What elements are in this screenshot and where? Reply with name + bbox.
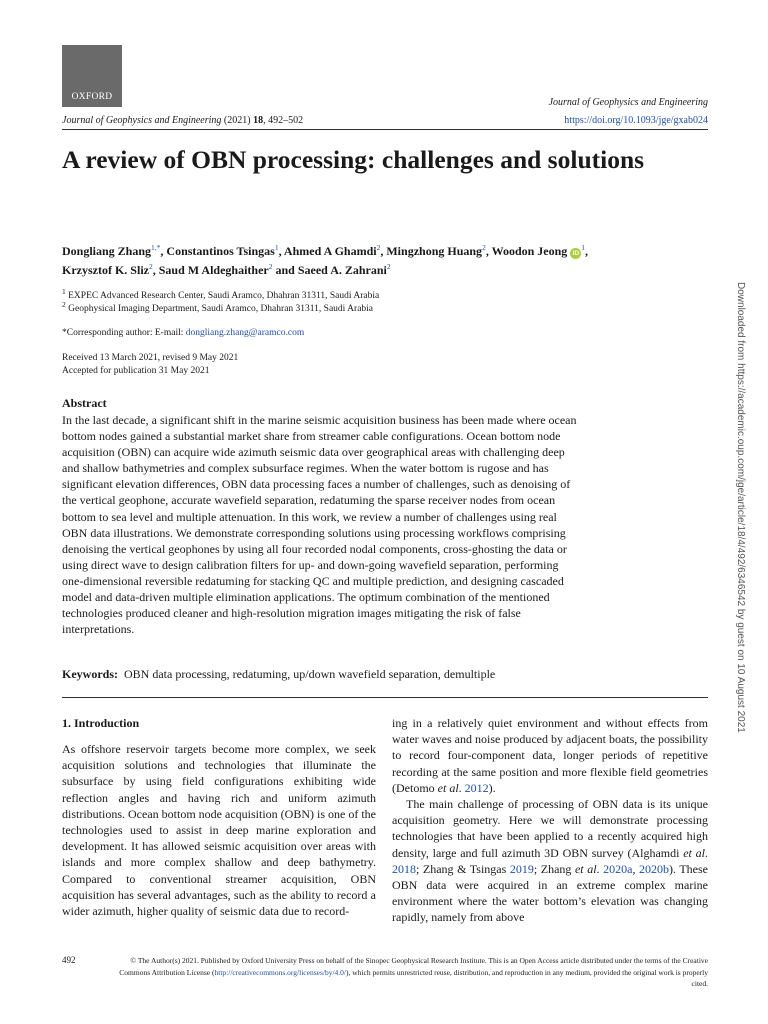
- text-run: © The Author(s) 2021. Published by Oxford University Press on behalf of the Sinopec Geophysical Research Institute. This is an Open Access article distributed under the terms of the Creative Commons Attribution License (: [119, 956, 708, 977]
- citation-link[interactable]: 2020b: [639, 861, 669, 876]
- affiliation-number: 2: [62, 299, 66, 309]
- author-name: Krzysztof K. Sliz: [62, 263, 149, 277]
- text-run: ; Zhang & Tsingas: [416, 861, 510, 876]
- oxford-logo: [62, 45, 122, 107]
- author-name: Saud M Aldeghaither: [158, 263, 269, 277]
- text-run: ), which permits unrestricted reuse, distribution, and reproduction in any medium, provided the original work is properly cited.: [346, 967, 708, 988]
- body-column-right: [392, 715, 708, 926]
- journal-name: Journal of Geophysics and Engineering: [62, 115, 222, 126]
- journal-name-right: Journal of Geophysics and Engineering: [548, 97, 708, 108]
- affiliation-number: 1: [62, 286, 66, 296]
- accepted-date: Accepted for publication 31 May 2021: [62, 366, 210, 376]
- orcid-icon[interactable]: iD: [570, 248, 581, 259]
- abstract-heading: Abstract: [62, 396, 107, 410]
- paragraph: [392, 796, 708, 926]
- text-run: et al: [437, 780, 459, 795]
- paragraph: [392, 715, 708, 796]
- author-name: Dongliang Zhang: [62, 244, 152, 258]
- text-run: .: [596, 861, 604, 876]
- affiliations: [62, 286, 380, 316]
- logo-text: OXFORD: [71, 92, 113, 102]
- received-date: Received 13 March 2021, revised 9 May 2021: [62, 353, 239, 363]
- text-run: ing in a relatively quiet environment and without effects from water waves and noise produced by adjacent boats, the possibility to record four-component data, longer periods of repetitive recording at the same position and more flexible field geometries (Detomo: [392, 716, 708, 795]
- author-affiliation-ref[interactable]: 1: [274, 243, 279, 252]
- affiliation-text: Geophysical Imaging Department, Saudi Aramco, Dhahran 31311, Saudi Arabia: [65, 304, 374, 314]
- author-name: Saeed A. Zahrani: [297, 263, 387, 277]
- journal-citation: [62, 115, 303, 126]
- affiliation-item: [62, 299, 379, 316]
- citation-link[interactable]: 2012: [464, 780, 489, 795]
- keywords-text: OBN data processing, redatuming, up/down wavefield separation, demultiple: [124, 667, 496, 681]
- corresponding-author: [62, 328, 304, 338]
- corresponding-email-link[interactable]: dongliang.zhang@aramco.com: [185, 328, 305, 338]
- text-run: et al: [683, 845, 706, 860]
- author-affiliation-ref[interactable]: 2: [482, 243, 486, 252]
- section-heading-introduction: 1. Introduction: [62, 716, 140, 730]
- text-run: ). These OBN data were acquired in an extreme complex marine environment where the water bottom’s elevation was changing rapidly, namely from above: [392, 861, 708, 925]
- header-divider: [62, 129, 708, 130]
- journal-pages: , 492–502: [263, 115, 304, 126]
- citation-link[interactable]: 2018: [392, 861, 416, 876]
- text-run: et al: [574, 861, 597, 876]
- citation-link[interactable]: 2020a: [603, 861, 633, 876]
- doi-link[interactable]: https://doi.org/10.1093/jge/gxab024: [564, 115, 708, 126]
- license-notice: [105, 955, 708, 990]
- text-run: .: [705, 845, 709, 860]
- keywords: [62, 667, 495, 682]
- text-run: The main challenge of processing of OBN data is its unique acquisition geometry. Here we will demonstrate processing technologies that have been applied to a recently acquired high density, large and full azimuth 3D OBN survey (Alghamdi: [392, 797, 708, 860]
- author-affiliation-ref[interactable]: 2: [386, 262, 391, 271]
- corresponding-label: *Corresponding author: E-mail:: [62, 328, 186, 338]
- author-name: Ahmed A Ghamdi: [283, 244, 377, 258]
- text-run: ).: [488, 780, 496, 795]
- author-affiliation-ref[interactable]: 1: [581, 243, 586, 252]
- author-name: Constantinos Tsingas: [166, 244, 275, 258]
- author-affiliation-ref[interactable]: 1,*: [151, 243, 161, 252]
- body-divider: [62, 697, 708, 698]
- citation-link[interactable]: 2019: [509, 861, 534, 876]
- affiliation-item: [62, 286, 380, 303]
- author-affiliation-ref[interactable]: 2: [268, 262, 273, 271]
- paragraph: As offshore reservoir targets become more complex, we seek acquisition solutions and technologies that illuminate the subsurface by using field configurations exhibiting wide reflection angles and having rich and uniform azimuth distributions. Ocean bottom node acquisition (OBN) is one of the technologies used to assist in deep marine exploration and development. It has allowed seismic acquisition over areas with islands and more complex shallow and deep bathymetry. Compared to conventional streamer acquisition, OBN acquisition has several advantages, such as the ability to record a wider azimuth, higher quality of seismic data due to record-: [62, 742, 376, 919]
- download-watermark: Downloaded from https://academic.oup.com/jge/article/18/4/492/6346542 by guest on 10 August 2021: [735, 282, 746, 733]
- author-name: Woodon Jeong: [491, 244, 568, 258]
- article-title: A review of OBN processing: challenges and solutions: [62, 145, 645, 174]
- license-link[interactable]: http://creativecommons.org/licenses/by/4.0/: [214, 967, 346, 977]
- abstract-text: In the last decade, a significant shift in the marine seismic acquisition business has been made where ocean bottom nodes gained a substantial market share from streamer cable configurations. Ocean bottom node acquisition (OBN) can acquire wide azimuth seismic data over geographical areas with challenging deep and shallow bathymetries and complex subsurface regimes. When the water bottom is rugose and has significant elevation differences, OBN data processing faces a number of challenges, such as denoising of the vertical geophone, accurate wavefield separation, redatuming the sparse receiver nodes from ocean bottom to sea level and multiple attenuation. In this work, we review a number of challenges using real OBN data illustrations. We demonstrate corresponding solutions using processing workflows comprising denoising the vertical geophones by using all four recorded nodal components, cross-ghosting the data or using direct wave to design calibration filters for up- and down-going wavefield separation, performing one-dimensional reversible redatuming for stacking QC and multiple prediction, and designing cascaded model and data-driven multiple elimination applications. The optimum combination of the mentioned technologies produced cleaner and high-resolution migration images mitigating the risk of false interpretations.: [62, 413, 577, 637]
- page-number: 492: [62, 955, 76, 965]
- author-affiliation-ref[interactable]: 2: [148, 262, 153, 271]
- affiliation-text: EXPEC Advanced Research Center, Saudi Aramco, Dhahran 31311, Saudi Arabia: [65, 291, 380, 301]
- article-dates: [62, 352, 238, 378]
- text-run: ,: [632, 861, 639, 876]
- journal-year: (2021): [221, 115, 254, 126]
- journal-volume: 18: [253, 115, 264, 126]
- author-affiliation-ref[interactable]: 2: [376, 243, 381, 252]
- body-column-left: [62, 741, 376, 919]
- author-list: Dongliang Zhang$^{1,*}$, Constantinos Tsingas$^1$, Ahmed A Ghamdi$^2$, Mingzhong Huang$^2$, Woodon Jeong $iD^1$, Krzysztof K. Sliz$^2$, Saud M Aldeghaither$^2$ and Saeed A. Zahrani$^2$: [62, 243, 589, 277]
- text-run: .: [458, 780, 465, 795]
- author-name: Mingzhong Huang: [386, 244, 483, 258]
- text-run: ; Zhang: [533, 861, 575, 876]
- keywords-label: Keywords:: [62, 667, 118, 681]
